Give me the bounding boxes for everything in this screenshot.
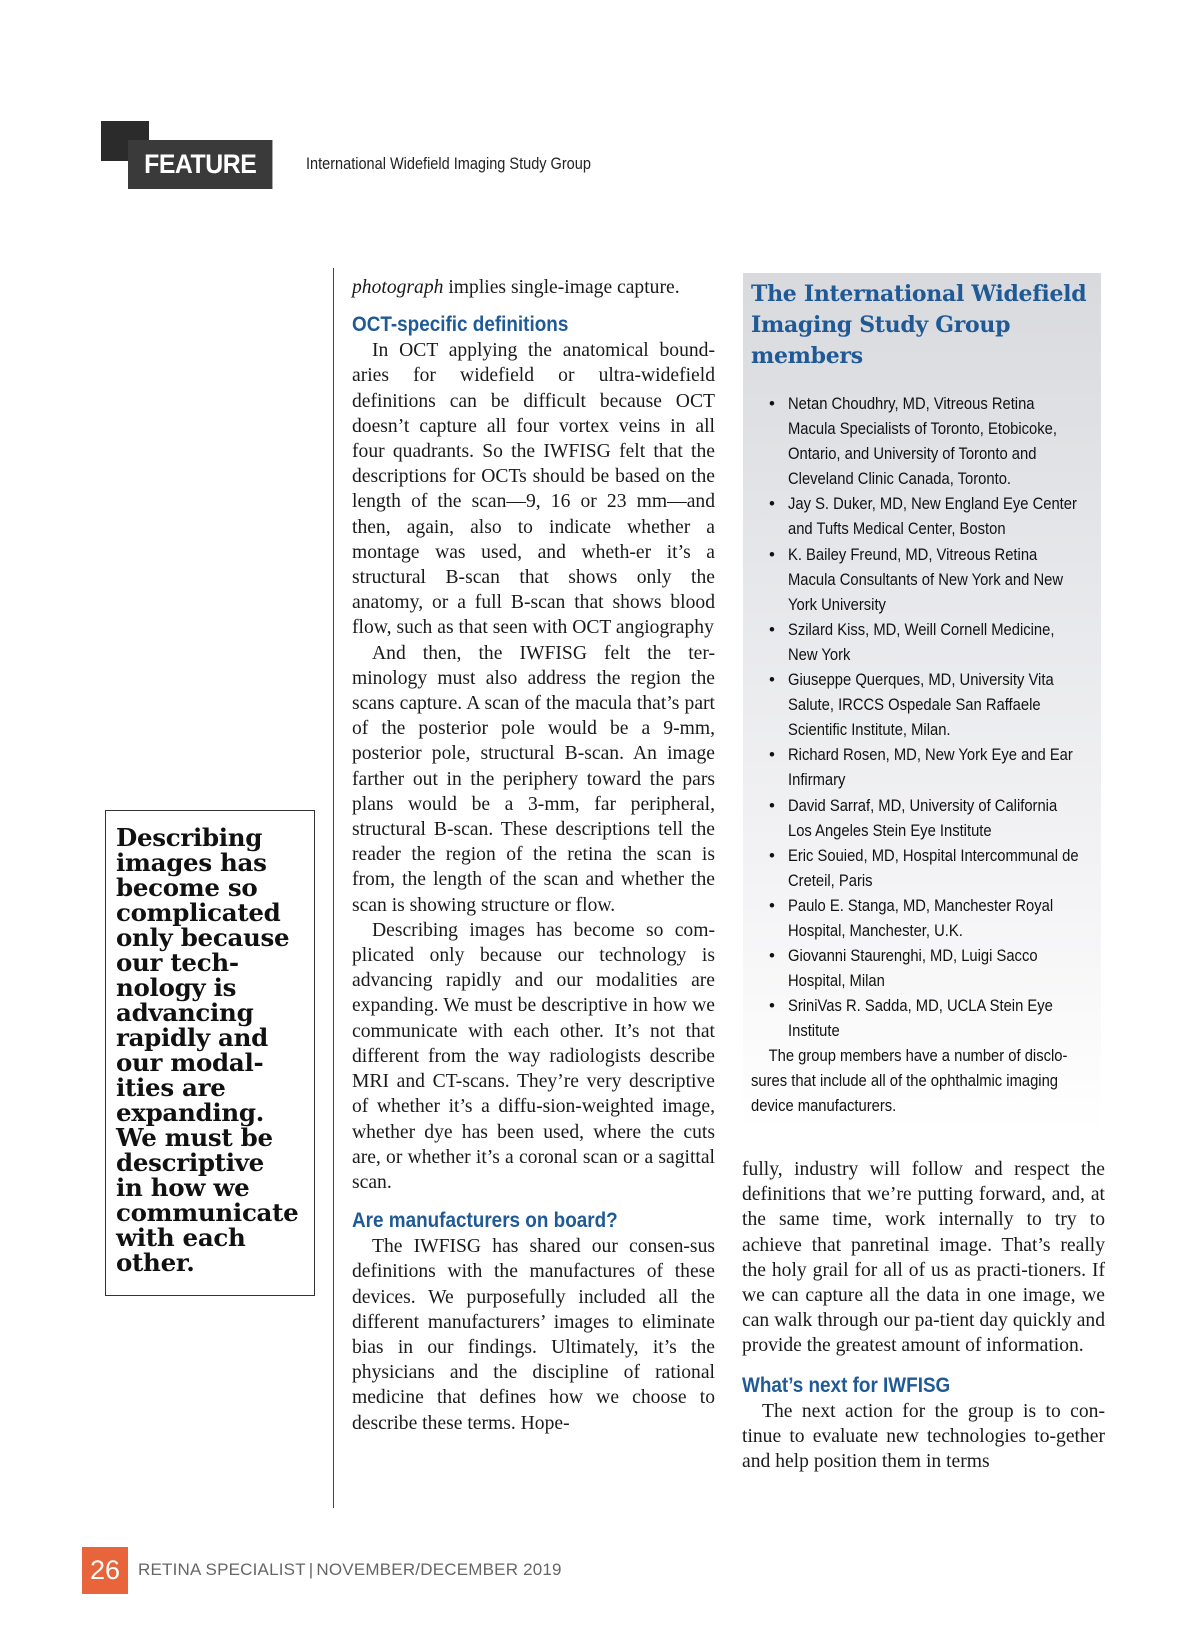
member-name: SriniVas R. Sadda, MD, UCLA Stein Eye Institute	[788, 996, 1053, 1041]
member-name: Netan Choudhry, MD, Vitreous Retina Macula Specialists of Toronto, Etobicoke, Ontario, and University of Toronto and Cleveland Clinic Canada, Toronto.	[788, 394, 1057, 489]
section-label: FEATURE	[128, 140, 272, 189]
list-item: • Paulo E. Stanga, MD, Manchester Royal Hospital, Manchester, U.K.	[743, 893, 1101, 943]
lead-in-italic: photograph	[352, 277, 444, 298]
member-name: Jay S. Duker, MD, New England Eye Center and Tufts Medical Center, Boston	[788, 494, 1077, 539]
list-item: • Eric Souied, MD, Hospital Intercommunal de Creteil, Paris	[743, 843, 1101, 893]
subhead-whats-next: What’s next for IWFISG	[742, 1373, 951, 1397]
members-list	[743, 391, 1101, 1043]
paragraph-industry: fully, industry will follow and respect the definitions that we’re putting forward, and, at the same time, work internally to try to achieve that panretinal image. That’s really the holy grail for all of us as practi-tioners. If we can capture all the data in one image, we can walk through our pa-tient day quickly and provide the greatest amount of information.	[742, 1159, 1105, 1357]
member-name: K. Bailey Freund, MD, Vitreous Retina Macula Consultants of New York and New York University	[788, 544, 1063, 614]
body-column-3	[742, 1157, 1105, 1474]
lead-in-paragraph	[352, 275, 715, 300]
footer-folio	[138, 1560, 562, 1580]
lead-in-text: implies single-image capture.	[443, 277, 680, 298]
pull-quote: Describing images has become so complicated only because our tech- nology is advancing rapidly and our modal- ities are expanding. We must be descriptive in how we communicate with each other.	[105, 810, 315, 1296]
issue-date: NOVEMBER/DECEMBER 2019	[316, 1560, 562, 1579]
footer-separator: |	[308, 1560, 314, 1579]
member-name: Giovanni Staurenghi, MD, Luigi Sacco Hospital, Milan	[788, 946, 1038, 991]
paragraph-scan-region: And then, the IWFISG felt the ter-minology must also address the region the scans capture. A scan of the macula that’s part of the posterior pole would be a 9-mm, posterior pole, structural B-scan. An image farther out in the periphery toward the pars plans would be a 3-mm, far peripheral, structural B-scan. These descriptions tell the reader the region of the retina the scan is from, the length of the scan and whether the scan is showing structure or flow.	[352, 642, 715, 916]
paragraph-manufacturers: The IWFISG has shared our consen-sus definitions with the manufactures of these devices. We purposefully included all the different manufacturers’ images to eliminate bias in our findings. Ultimately, it’s the physicians and the discipline of rational medicine that defines how we choose to describe these terms. Hope-	[352, 1236, 715, 1434]
list-item: • Richard Rosen, MD, New York Eye and Ear Infirmary	[743, 742, 1101, 792]
column-divider	[333, 268, 334, 1508]
member-name: David Sarraf, MD, University of California Los Angeles Stein Eye Institute	[788, 795, 1058, 840]
publication-name: RETINA SPECIALIST	[138, 1560, 306, 1579]
list-item: • K. Bailey Freund, MD, Vitreous Retina Macula Consultants of New York and New York University	[743, 542, 1101, 617]
subhead-manufacturers: Are manufacturers on board?	[352, 1209, 618, 1233]
list-item: • Giuseppe Querques, MD, University Vita Salute, IRCCS Ospedale San Raffaele Scientific Institute, Milan.	[743, 667, 1101, 742]
member-name: Szilard Kiss, MD, Weill Cornell Medicine, New York	[788, 619, 1055, 664]
member-name: Paulo E. Stanga, MD, Manchester Royal Hospital, Manchester, U.K.	[788, 895, 1054, 940]
article-running-title: International Widefield Imaging Study Group	[306, 155, 591, 173]
paragraph-describing-images: Describing images has become so com-plicated only because our technology is advancing rapidly and our modalities are expanding. We must be descriptive in how we communicate with each other. It’s not that different from the way radiologists describe MRI and CT-scans. They’re very descriptive of whether it’s a diffu-sion-weighted image, whether dye has been used, where the cuts are, or whether it’s a coronal scan or a sagittal scan.	[352, 919, 715, 1193]
disclosure-note: The group members have a number of disclo-sures that include all of the ophthalmic imaging device manufacturers.	[751, 1046, 1068, 1116]
list-item: • Szilard Kiss, MD, Weill Cornell Medicine, New York	[743, 617, 1101, 667]
member-name: Eric Souied, MD, Hospital Intercommunal de Creteil, Paris	[788, 845, 1079, 890]
list-item: • SriniVas R. Sadda, MD, UCLA Stein Eye Institute	[743, 993, 1101, 1043]
paragraph-oct-boundaries: In OCT applying the anatomical bound-aries for widefield or ultra-widefield definitions can be difficult because OCT doesn’t capture all four vortex veins in all four quadrants. So the IWFISG felt that the descriptions for OCTs should be based on the length of the scan—9, 16 or 23 mm—and then, again, also to indicate whether a montage was used, and wheth-er it’s a structural B-scan that shows only the anatomy, or a full B-scan that shows blood flow, such as that seen with OCT angiography	[352, 340, 715, 639]
page-number: 26	[82, 1547, 128, 1594]
list-item: • Netan Choudhry, MD, Vitreous Retina Macula Specialists of Toronto, Etobicoke, Ontario, and University of Toronto and Cleveland Clinic Canada, Toronto.	[743, 391, 1101, 491]
list-item: • Jay S. Duker, MD, New England Eye Center and Tufts Medical Center, Boston	[743, 491, 1101, 541]
list-item: • Giovanni Staurenghi, MD, Luigi Sacco Hospital, Milan	[743, 943, 1101, 993]
body-column-1	[352, 275, 715, 1436]
member-name: Giuseppe Querques, MD, University Vita Salute, IRCCS Ospedale San Raffaele Scientific Institute, Milan.	[788, 670, 1054, 740]
members-sidebar	[743, 273, 1101, 1133]
list-item: • David Sarraf, MD, University of California Los Angeles Stein Eye Institute	[743, 793, 1101, 843]
paragraph-next-action: The next action for the group is to con-tinue to evaluate new technologies to-gether and help position them in terms	[742, 1400, 1105, 1473]
member-name: Richard Rosen, MD, New York Eye and Ear Infirmary	[788, 745, 1073, 790]
subhead-oct-definitions: OCT-specific definitions	[352, 313, 569, 337]
sidebar-title: The International Widefield Imaging Study Group members	[751, 281, 1087, 369]
